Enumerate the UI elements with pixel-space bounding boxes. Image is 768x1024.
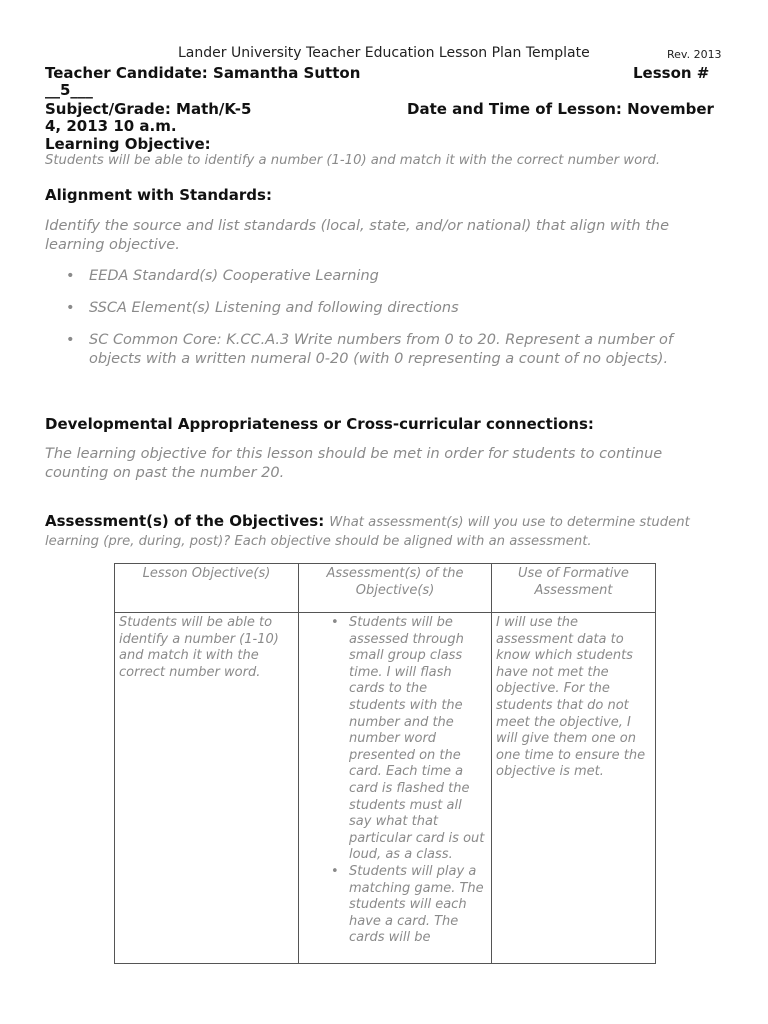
cell-assessments <box>299 613 492 964</box>
assessment-heading: Assessment(s) of the Objectives: <box>45 512 325 530</box>
header-formative-use: Use of Formative Assessment <box>492 564 656 613</box>
revision-label: Rev. 2013 <box>667 48 722 61</box>
standards-list <box>45 267 713 369</box>
learning-objective-heading: Learning Objective: <box>45 135 211 153</box>
standard-item: • SC Common Core: K.CC.A.3 Write numbers from 0 to 20. Represent a number of objects with a written numeral 0-20 (with 0 representing a count of no objects). <box>45 331 713 369</box>
cell-formative: I will use the assessment data to know which students have not met the objective. For the students that do not meet the objective, I will give them one on one time to ensure the objective is met. <box>492 613 656 964</box>
standard-item: • EEDA Standard(s) Cooperative Learning <box>45 267 713 286</box>
header-lesson-objectives: Lesson Objective(s) <box>115 564 299 613</box>
date-time-label: Date and Time of Lesson: November <box>407 100 714 118</box>
assessment-item: • Students will play a matching game. The students will each have a card. The cards will be <box>303 864 487 947</box>
date-time-value: 4, 2013 10 a.m. <box>45 117 177 135</box>
standards-heading: Alignment with Standards: <box>45 186 272 204</box>
assessment-block <box>45 512 725 550</box>
developmental-heading: Developmental Appropriateness or Cross-curricular connections: <box>45 415 594 433</box>
lesson-number-label: Lesson # <box>633 64 710 82</box>
learning-objective-text: Students will be able to identify a number (1-10) and match it with the correct number word. <box>45 153 661 168</box>
subject-grade: Subject/Grade: Math/K-5 <box>45 100 252 118</box>
lesson-number-value: __5___ <box>45 81 93 99</box>
teacher-candidate: Teacher Candidate: Samantha Sutton <box>45 64 361 82</box>
assessment-table <box>114 563 656 964</box>
assessment-item: • Students will be assessed through small group class time. I will flash cards to the students with the number and the number word presented on the card. Each time a card is flashed the students must all say what that particular card is out loud, as a class. <box>303 615 487 864</box>
header-assessments: Assessment(s) of the Objective(s) <box>299 564 492 613</box>
template-title: Lander University Teacher Education Lesson Plan Template <box>178 45 590 61</box>
cell-objective: Students will be able to identify a number (1-10) and match it with the correct number word. <box>115 613 299 964</box>
developmental-text: The learning objective for this lesson should be met in order for students to continue counting on past the number 20. <box>45 446 663 481</box>
standard-item: • SSCA Element(s) Listening and following directions <box>45 299 713 318</box>
table-row <box>115 613 656 964</box>
assessment-prompt: What assessment(s) will you use to determine student learning (pre, during, post)? Each objective should be aligned with an assessment. <box>45 515 690 549</box>
table-header-row <box>115 564 656 613</box>
standards-intro: Identify the source and list standards (local, state, and/or national) that align with the learning objective. <box>45 218 670 253</box>
assessment-list <box>303 615 487 947</box>
